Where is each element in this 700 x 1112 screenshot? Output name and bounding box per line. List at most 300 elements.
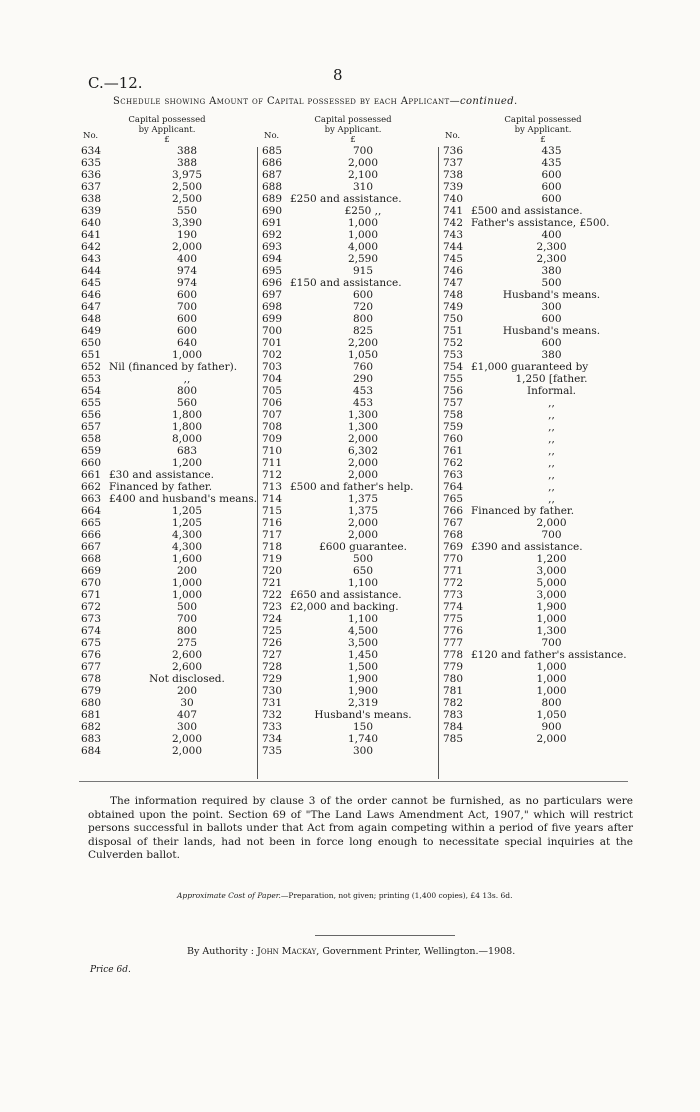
applicant-number: 723 <box>262 601 283 613</box>
table-row <box>77 301 267 313</box>
capital-value: 1,000 <box>536 661 567 673</box>
applicant-number: 637 <box>81 181 102 193</box>
table-row <box>439 373 634 385</box>
applicant-number: 679 <box>81 685 102 697</box>
capital-value: 760 <box>352 361 374 373</box>
capital-value: 1,000 <box>536 613 567 625</box>
table-row <box>77 313 267 325</box>
table-row <box>77 733 267 745</box>
table-row <box>439 337 634 349</box>
capital-value: 300 <box>176 721 198 733</box>
capital-value: 683 <box>176 445 198 457</box>
applicant-number: 634 <box>81 145 102 157</box>
table-row <box>77 457 267 469</box>
applicant-number: 639 <box>81 205 102 217</box>
capital-value: Financed by father. <box>109 481 213 493</box>
table-row <box>258 541 438 553</box>
capital-header-line: by Applicant. <box>514 125 572 135</box>
applicant-number: 654 <box>81 385 102 397</box>
applicant-number: 662 <box>81 481 102 493</box>
table-row <box>258 349 438 361</box>
table-row <box>258 313 438 325</box>
table-row <box>258 265 438 277</box>
capital-value: Nil (financed by father). <box>109 361 238 373</box>
capital-value: 800 <box>176 625 198 637</box>
no-header: No. <box>445 131 461 141</box>
table-row <box>258 709 438 721</box>
applicant-number: 773 <box>443 589 464 601</box>
table-row <box>258 361 438 373</box>
capital-value: 1,375 <box>347 505 379 517</box>
capital-value: £600 guarantee. <box>319 541 407 553</box>
capital-value: 650 <box>352 565 374 577</box>
capital-header-line: £ <box>350 135 356 145</box>
capital-value: 640 <box>176 337 198 349</box>
table-row <box>258 397 438 409</box>
table-row <box>258 697 438 709</box>
table-row <box>77 517 267 529</box>
capital-value: 388 <box>176 145 198 157</box>
capital-value: 600 <box>176 325 198 337</box>
applicant-number: 641 <box>81 229 102 241</box>
applicant-number: 681 <box>81 709 102 721</box>
applicant-number: 753 <box>443 349 464 361</box>
applicant-number: 699 <box>262 313 283 325</box>
capital-value: 380 <box>541 349 562 361</box>
capital-value: 1,450 <box>347 649 379 661</box>
applicant-number: 653 <box>81 373 102 385</box>
applicant-number: 740 <box>443 193 464 205</box>
capital-value: £250 and assistance. <box>290 193 402 205</box>
capital-value: 600 <box>541 181 562 193</box>
table-row <box>258 325 438 337</box>
capital-value: Husband's means. <box>502 289 601 301</box>
capital-value: 1,900 <box>536 601 567 613</box>
capital-value: ,, <box>183 373 191 385</box>
applicant-number: 776 <box>443 625 464 637</box>
applicant-number: 744 <box>443 241 464 253</box>
capital-value: ,, <box>548 481 555 493</box>
applicant-number: 707 <box>262 409 283 421</box>
capital-value: 600 <box>176 289 198 301</box>
table-row <box>77 181 267 193</box>
capital-value: 8,000 <box>171 433 203 445</box>
table-row <box>77 745 267 757</box>
capital-value: 3,000 <box>536 589 567 601</box>
capital-value: 400 <box>541 229 562 241</box>
capital-value: 1,050 <box>536 709 567 721</box>
capital-value: 800 <box>176 385 198 397</box>
applicant-number: 636 <box>81 169 102 181</box>
table-row <box>439 565 634 577</box>
applicant-number: 743 <box>443 229 464 241</box>
table-row <box>439 733 634 745</box>
applicant-number: 705 <box>262 385 283 397</box>
capital-value: 1,300 <box>536 625 567 637</box>
applicant-number: 754 <box>443 361 464 373</box>
applicant-number: 683 <box>81 733 102 745</box>
capital-value: £500 and assistance. <box>471 205 583 217</box>
table-row <box>77 553 267 565</box>
table-row <box>439 457 634 469</box>
applicant-number: 774 <box>443 601 464 613</box>
capital-value: 720 <box>352 301 374 313</box>
applicant-number: 731 <box>262 697 283 709</box>
table-row <box>77 697 267 709</box>
schedule-title <box>113 96 593 107</box>
applicant-number: 709 <box>262 433 283 445</box>
table-row <box>439 241 634 253</box>
applicant-number: 671 <box>81 589 102 601</box>
capital-header-line: by Applicant. <box>138 125 196 135</box>
applicant-number: 657 <box>81 421 102 433</box>
capital-value: 190 <box>176 229 198 241</box>
price-label: Price 6d. <box>90 965 131 975</box>
capital-header-line: by Applicant. <box>324 125 382 135</box>
capital-value: £250 ,, <box>344 205 382 217</box>
table-row <box>258 481 438 493</box>
table-row <box>439 481 634 493</box>
capital-value: 380 <box>541 265 562 277</box>
applicant-number: 778 <box>443 649 464 661</box>
applicant-number: 638 <box>81 193 102 205</box>
applicant-number: 680 <box>81 697 102 709</box>
table-row <box>439 253 634 265</box>
applicant-number: 755 <box>443 373 464 385</box>
table-row <box>77 361 267 373</box>
applicant-number: 655 <box>81 397 102 409</box>
table-row <box>439 217 634 229</box>
table-row <box>258 337 438 349</box>
applicant-number: 736 <box>443 145 464 157</box>
applicant-number: 742 <box>443 217 464 229</box>
capital-value: 825 <box>352 325 374 337</box>
table-row <box>439 637 634 649</box>
applicant-number: 722 <box>262 589 283 601</box>
applicant-number: 695 <box>262 265 283 277</box>
applicant-number: 678 <box>81 673 102 685</box>
capital-value: 700 <box>176 613 198 625</box>
page-number: 8 <box>333 66 343 84</box>
applicant-number: 719 <box>262 553 283 565</box>
applicant-number: 739 <box>443 181 464 193</box>
table-row <box>439 589 634 601</box>
applicant-number: 749 <box>443 301 464 313</box>
capital-value: 400 <box>176 253 198 265</box>
applicant-number: 646 <box>81 289 102 301</box>
table-column-1 <box>77 113 267 783</box>
table-row <box>439 361 634 373</box>
applicant-number: 675 <box>81 637 102 649</box>
capital-value: 453 <box>352 397 374 409</box>
table-row <box>77 349 267 361</box>
capital-value: Financed by father. <box>471 505 575 517</box>
table-row <box>258 277 438 289</box>
applicant-number: 647 <box>81 301 102 313</box>
table-row <box>258 745 438 757</box>
applicant-number: 672 <box>81 601 102 613</box>
table-row <box>439 469 634 481</box>
table-row <box>258 589 438 601</box>
applicant-number: 651 <box>81 349 102 361</box>
capital-value: 1,000 <box>347 217 379 229</box>
table-row <box>258 241 438 253</box>
table-row <box>439 673 634 685</box>
applicant-number: 772 <box>443 577 464 589</box>
applicant-number: 649 <box>81 325 102 337</box>
table-row <box>258 529 438 541</box>
capital-value: 2,000 <box>347 157 379 169</box>
column-divider <box>257 147 258 779</box>
table-row <box>258 649 438 661</box>
table-row <box>258 637 438 649</box>
table-row <box>258 469 438 481</box>
capital-value: £400 and husband's means. <box>109 493 258 505</box>
column-divider <box>438 147 439 779</box>
capital-value: 4,300 <box>171 529 203 541</box>
table-row <box>258 205 438 217</box>
applicant-number: 687 <box>262 169 283 181</box>
column-header <box>258 113 438 145</box>
capital-value: £30 and assistance. <box>109 469 214 481</box>
table-row <box>258 625 438 637</box>
applicant-number: 697 <box>262 289 283 301</box>
capital-value: 150 <box>352 721 374 733</box>
applicant-number: 729 <box>262 673 283 685</box>
applicant-number: 784 <box>443 721 464 733</box>
capital-header-line: Capital possessed <box>128 115 206 125</box>
table-row <box>439 721 634 733</box>
applicant-number: 676 <box>81 649 102 661</box>
applicant-number: 644 <box>81 265 102 277</box>
applicant-number: 760 <box>443 433 464 445</box>
applicant-number: 752 <box>443 337 464 349</box>
table-row <box>77 541 267 553</box>
applicant-number: 686 <box>262 157 283 169</box>
applicant-number: 696 <box>262 277 283 289</box>
column-header <box>77 113 267 145</box>
table-row <box>439 553 634 565</box>
table-row <box>258 553 438 565</box>
capital-value: 600 <box>541 169 562 181</box>
capital-value: £1,000 guaranteed by <box>471 361 589 373</box>
applicant-number: 757 <box>443 397 464 409</box>
table-row <box>258 421 438 433</box>
capital-value: 550 <box>176 205 198 217</box>
capital-value: 1,250 [father. <box>515 373 588 385</box>
applicant-number: 741 <box>443 205 464 217</box>
capital-value: 2,600 <box>171 661 203 673</box>
capital-value: Informal. <box>526 385 577 397</box>
table-row <box>77 337 267 349</box>
table-row <box>258 409 438 421</box>
capital-value: 30 <box>180 697 194 709</box>
table-row <box>258 373 438 385</box>
cost-label: Approximate Cost of Paper. <box>177 891 281 900</box>
capital-value: 600 <box>541 313 562 325</box>
applicant-number: 724 <box>262 613 283 625</box>
applicant-number: 782 <box>443 697 464 709</box>
table-row <box>258 457 438 469</box>
table-row <box>77 577 267 589</box>
applicant-number: 715 <box>262 505 283 517</box>
capital-value: 1,740 <box>347 733 379 745</box>
capital-value: 6,302 <box>347 445 379 457</box>
capital-value: 2,319 <box>347 697 379 709</box>
applicant-number: 667 <box>81 541 102 553</box>
capital-value: 5,000 <box>536 577 567 589</box>
capital-value: £650 and assistance. <box>290 589 402 601</box>
capital-value: 1,100 <box>347 577 379 589</box>
table-row <box>439 205 634 217</box>
applicant-number: 660 <box>81 457 102 469</box>
applicant-number: 682 <box>81 721 102 733</box>
table-row <box>77 373 267 385</box>
capital-value: 4,000 <box>347 241 379 253</box>
capital-value: ,, <box>548 493 555 505</box>
capital-value: 1,300 <box>347 409 379 421</box>
capital-value: Not disclosed. <box>149 673 225 685</box>
applicant-number: 777 <box>443 637 464 649</box>
applicant-number: 727 <box>262 649 283 661</box>
table-row <box>77 649 267 661</box>
table-row <box>77 661 267 673</box>
table-row <box>439 709 634 721</box>
table-row <box>77 637 267 649</box>
applicant-number: 717 <box>262 529 283 541</box>
table-row <box>258 289 438 301</box>
capital-value: 974 <box>176 265 198 277</box>
applicant-number: 674 <box>81 625 102 637</box>
table-row <box>258 169 438 181</box>
applicant-number: 663 <box>81 493 102 505</box>
table-row <box>77 565 267 577</box>
capital-value: 1,050 <box>347 349 379 361</box>
table-row <box>439 541 634 553</box>
table-row <box>258 661 438 673</box>
capital-value: 1,000 <box>347 229 379 241</box>
capital-value: 800 <box>352 313 374 325</box>
no-header: No. <box>83 131 99 141</box>
capital-value: 1,000 <box>171 577 203 589</box>
table-row <box>77 469 267 481</box>
applicant-number: 703 <box>262 361 283 373</box>
applicant-number: 765 <box>443 493 464 505</box>
table-row <box>258 433 438 445</box>
capital-value: 200 <box>176 685 198 697</box>
capital-value: 2,000 <box>347 529 379 541</box>
applicant-number: 758 <box>443 409 464 421</box>
table-row <box>258 721 438 733</box>
table-row <box>77 325 267 337</box>
capital-value: 2,000 <box>347 469 379 481</box>
table-row <box>439 613 634 625</box>
table-row <box>77 613 267 625</box>
schedule-title-suffix: continued. <box>459 96 518 107</box>
applicant-number: 690 <box>262 205 283 217</box>
capital-value: 1,200 <box>171 457 203 469</box>
capital-value: 1,200 <box>536 553 567 565</box>
capital-value: 4,300 <box>171 541 203 553</box>
printing-cost-line <box>177 891 512 900</box>
table-row <box>258 517 438 529</box>
capital-value: ,, <box>548 433 555 445</box>
applicant-number: 712 <box>262 469 283 481</box>
cost-text: —Preparation, not given; printing (1,400 copies), £4 13s. 6d. <box>280 891 513 900</box>
capital-value: 1,100 <box>347 613 379 625</box>
authority-prefix: By Authority : <box>187 946 258 957</box>
table-column-2 <box>258 113 438 783</box>
capital-value: 388 <box>176 157 198 169</box>
applicant-number: 656 <box>81 409 102 421</box>
capital-value: £2,000 and backing. <box>290 601 399 613</box>
capital-value: 2,000 <box>171 733 203 745</box>
table-row <box>258 565 438 577</box>
applicant-number: 645 <box>81 277 102 289</box>
capital-value: 310 <box>352 181 374 193</box>
applicant-number: 745 <box>443 253 464 265</box>
applicant-number: 721 <box>262 577 283 589</box>
applicant-number: 769 <box>443 541 464 553</box>
table-row <box>77 589 267 601</box>
capital-value: 2,000 <box>347 457 379 469</box>
capital-value: 974 <box>176 277 198 289</box>
table-row <box>258 157 438 169</box>
applicant-number: 666 <box>81 529 102 541</box>
applicant-number: 664 <box>81 505 102 517</box>
table-row <box>439 697 634 709</box>
table-column-3 <box>439 113 634 783</box>
capital-value: 2,000 <box>171 745 203 757</box>
table-row <box>77 241 267 253</box>
table-row <box>439 685 634 697</box>
capital-value: 1,300 <box>347 421 379 433</box>
table-row <box>77 445 267 457</box>
capital-value: 915 <box>352 265 374 277</box>
applicant-number: 748 <box>443 289 464 301</box>
table-row <box>439 529 634 541</box>
applicant-number: 766 <box>443 505 464 517</box>
applicant-number: 747 <box>443 277 464 289</box>
capital-value: 560 <box>176 397 198 409</box>
applicant-number: 767 <box>443 517 464 529</box>
table-row <box>439 445 634 457</box>
applicant-number: 770 <box>443 553 464 565</box>
capital-value: 600 <box>541 193 562 205</box>
applicant-number: 670 <box>81 577 102 589</box>
applicant-number: 714 <box>262 493 283 505</box>
capital-value: 1,500 <box>347 661 379 673</box>
capital-value: Husband's means. <box>502 325 601 337</box>
capital-value: 700 <box>176 301 198 313</box>
authority-suffix: , Government Printer, Wellington.—1908. <box>316 946 516 957</box>
applicant-number: 732 <box>262 709 283 721</box>
table-row <box>258 673 438 685</box>
capital-value: £390 and assistance. <box>471 541 583 553</box>
table-row <box>77 397 267 409</box>
applicant-number: 738 <box>443 169 464 181</box>
capital-value: 2,000 <box>536 733 567 745</box>
capital-value: 1,800 <box>171 409 203 421</box>
capital-value: 2,100 <box>347 169 379 181</box>
capital-value: 300 <box>541 301 562 313</box>
table-row <box>258 217 438 229</box>
applicant-number: 716 <box>262 517 283 529</box>
capital-value: 1,000 <box>171 349 203 361</box>
table-row <box>258 505 438 517</box>
capital-value: 2,200 <box>347 337 379 349</box>
capital-value: 700 <box>541 637 562 649</box>
